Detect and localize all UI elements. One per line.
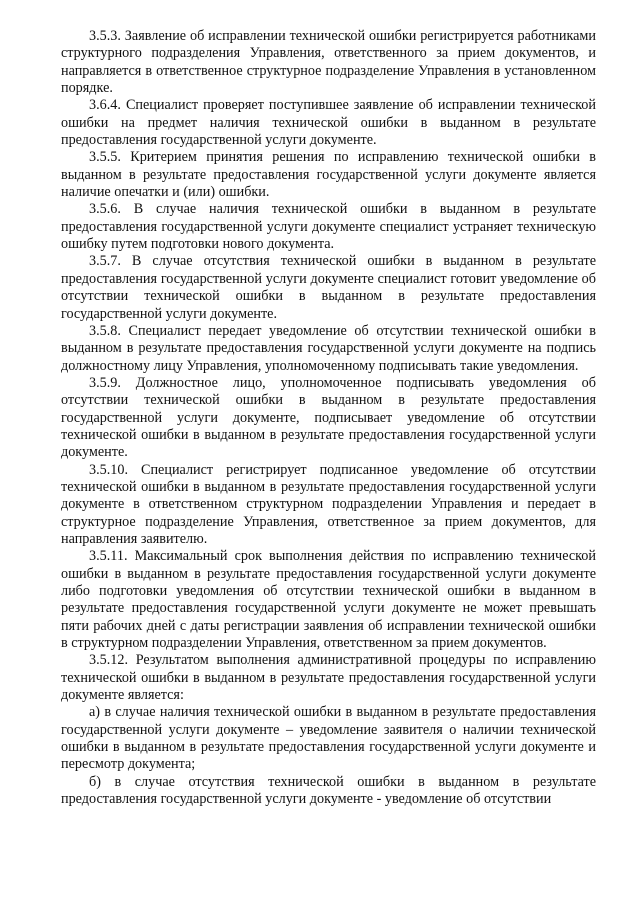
list-item-b: б) в случае отсутствия технической ошибки в выданном в результате предоставления государственной услуги документе - уведомление об отсутствии <box>61 773 596 808</box>
document-page <box>61 28 596 808</box>
paragraph-3-5-3: 3.5.3. Заявление об исправлении технической ошибки регистрируется работниками структурного подразделения Управления, ответственного за прием документов, и направляется в ответственное структурное подразделение Управления в установленном порядке. <box>61 28 596 97</box>
paragraph-3-5-10: 3.5.10. Специалист регистрирует подписанное уведомление об отсутствии технической ошибки в выданном в результате предоставления государственной услуги документе в ответственном структурном подразделении Управления и передает в структурное подразделение Управления, ответственное за прием документов, для направления заявителю. <box>61 461 596 547</box>
paragraph-3-6-4: 3.6.4. Специалист проверяет поступившее заявление об исправлении технической ошибки на предмет наличия технической ошибки в выданном в результате предоставления государственной услуги документе. <box>61 97 596 149</box>
paragraph-3-5-12: 3.5.12. Результатом выполнения административной процедуры по исправлению технической ошибки в выданном в результате предоставления государственной услуги документе является: <box>61 652 596 704</box>
paragraph-3-5-11: 3.5.11. Максимальный срок выполнения действия по исправлению технической ошибки в выданном в результате предоставления государственной услуги документе либо подготовки уведомления об отсутствии технической ошибки в выданном в результате предоставления государственной услуги документе не может превышать пяти рабочих дней с даты регистрации заявления об исправлении технической ошибки в структурном подразделении Управления, ответственном за прием документов. <box>61 548 596 652</box>
paragraph-3-5-9: 3.5.9. Должностное лицо, уполномоченное подписывать уведомления об отсутствии технической ошибки в выданном в результате предоставления государственной услуги документе, подписывает уведомление об отсутствии технической ошибки в выданном в результате предоставления государственной услуги документе. <box>61 374 596 461</box>
paragraph-3-5-8: 3.5.8. Специалист передает уведомление об отсутствии технической ошибки в выданном в результате предоставления государственной услуги документе на подпись должностному лицу Управления, уполномоченному подписывать такие уведомления. <box>61 322 596 374</box>
paragraph-3-5-7: 3.5.7. В случае отсутствия технической ошибки в выданном в результате предоставления государственной услуги документе специалист готовит уведомление об отсутствии технической ошибки в выданном в результате предоставления государственной услуги документе. <box>61 253 596 322</box>
paragraph-3-5-6: 3.5.6. В случае наличия технической ошибки в выданном в результате предоставления государственной услуги документе специалист устраняет техническую ошибку путем подготовки нового документа. <box>61 201 596 253</box>
list-item-a: а) в случае наличия технической ошибки в выданном в результате предоставления государственной услуги документе – уведомление заявителя о наличии технической ошибки в выданном в результате предоставления государственной услуги документе и пересмотр документа; <box>61 704 596 773</box>
paragraph-3-5-5: 3.5.5. Критерием принятия решения по исправлению технической ошибки в выданном в результате предоставления государственной услуги документе является наличие опечатки и (или) ошибки. <box>61 149 596 201</box>
